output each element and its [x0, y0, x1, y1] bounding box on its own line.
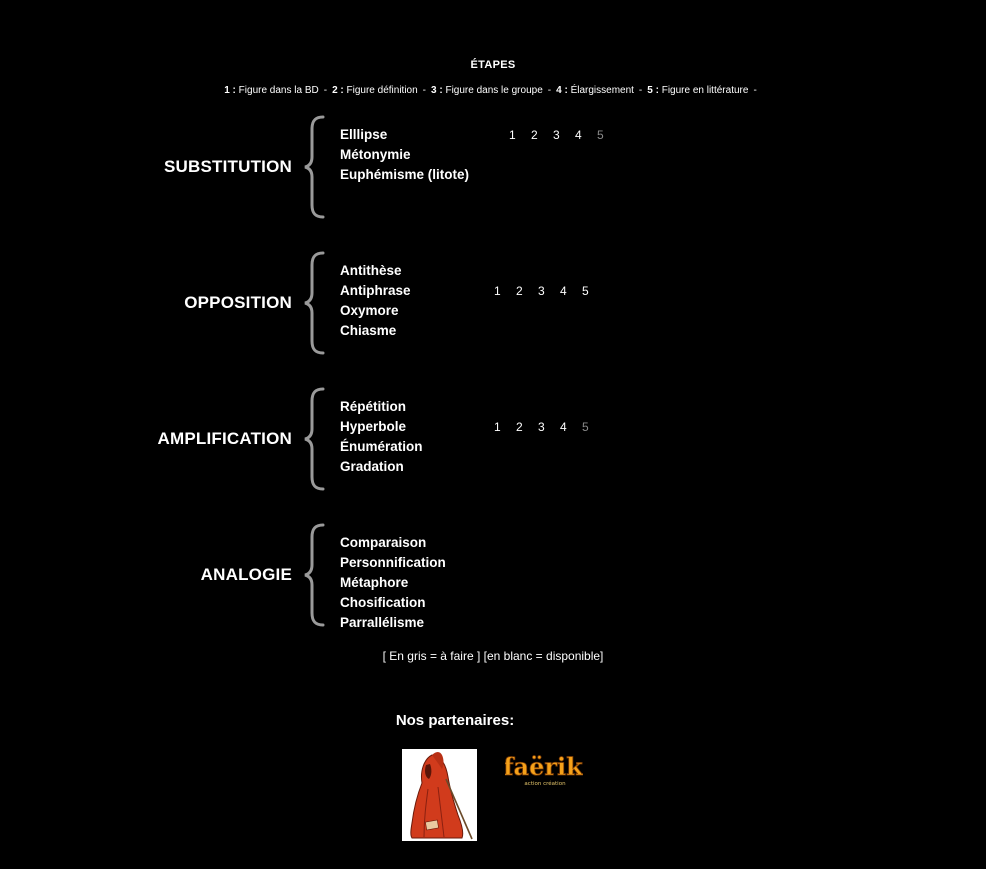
legend-separator: - — [547, 85, 552, 96]
figure-item[interactable]: Parrallélisme — [340, 615, 425, 630]
step-link-2[interactable]: 2 — [516, 420, 523, 434]
figure-item[interactable]: Répétition — [340, 399, 406, 414]
figure-group-substitution — [0, 115, 986, 221]
legend-separator: - — [323, 85, 328, 96]
step-links — [494, 284, 604, 298]
group-title[interactable]: OPPOSITION — [184, 293, 292, 312]
group-title[interactable]: AMPLIFICATION — [157, 429, 292, 448]
legend-step-number: 3 : — [431, 85, 443, 96]
figure-item[interactable]: Comparaison — [340, 535, 427, 550]
step-link-5: 5 — [597, 128, 604, 142]
figure-item[interactable]: Oxymore — [340, 303, 399, 318]
legend-step-number: 1 : — [224, 85, 236, 96]
group-title[interactable]: ANALOGIE — [200, 565, 292, 584]
legend-step-number: 2 : — [332, 85, 344, 96]
figure-group-amplification — [0, 387, 986, 493]
step-link-2[interactable]: 2 — [516, 284, 523, 298]
etapes-legend — [0, 85, 986, 96]
figure-item[interactable]: Gradation — [340, 459, 404, 474]
legend-separator: - — [422, 85, 427, 96]
group-title[interactable]: SUBSTITUTION — [163, 157, 292, 176]
figure-item[interactable]: Euphémisme (litote) — [340, 167, 470, 182]
hooded-figure-icon — [402, 749, 477, 841]
step-link-1[interactable]: 1 — [509, 128, 516, 142]
legend-step-label: Figure dans le groupe — [445, 85, 543, 96]
step-link-5: 5 — [582, 420, 589, 434]
etapes-title: ÉTAPES — [470, 59, 516, 71]
step-link-4[interactable]: 4 — [560, 420, 567, 434]
figure-item[interactable]: Métaphore — [340, 575, 409, 590]
curly-brace-icon — [303, 387, 325, 491]
figure-item[interactable]: Métonymie — [340, 147, 411, 162]
legend-step-label: Élargissement — [570, 85, 634, 96]
status-note: [ En gris = à faire ] [en blanc = disponible] — [382, 649, 604, 663]
legend-step-label: Figure en littérature — [661, 85, 749, 96]
legend-separator: - — [753, 85, 757, 96]
figure-list — [340, 533, 446, 633]
step-link-1[interactable]: 1 — [494, 284, 501, 298]
curly-brace-icon — [303, 251, 325, 355]
figure-item[interactable]: Chiasme — [340, 323, 397, 338]
step-link-3[interactable]: 3 — [553, 128, 560, 142]
figure-group-analogie — [0, 523, 986, 629]
step-link-1[interactable]: 1 — [494, 420, 501, 434]
step-links — [509, 128, 619, 142]
figure-item[interactable]: Hyperbole — [340, 419, 407, 434]
curly-brace-icon — [303, 523, 325, 627]
figure-list — [340, 397, 423, 477]
legend-step-number: 4 : — [556, 85, 568, 96]
figure-item[interactable]: Personnification — [340, 555, 446, 570]
figure-item[interactable]: Antiphrase — [340, 283, 411, 298]
curly-brace-icon — [303, 115, 325, 219]
step-link-3[interactable]: 3 — [538, 284, 545, 298]
step-link-4[interactable]: 4 — [575, 128, 582, 142]
partners-title: Nos partenaires: — [395, 712, 515, 729]
figure-item[interactable]: Chosification — [340, 595, 426, 610]
legend-separator: - — [638, 85, 643, 96]
figure-item[interactable]: Antithèse — [340, 263, 402, 278]
step-link-4[interactable]: 4 — [560, 284, 567, 298]
step-link-3[interactable]: 3 — [538, 420, 545, 434]
partner-logo-hooded-figure[interactable] — [402, 749, 477, 841]
figure-list — [340, 261, 411, 341]
legend-step-number: 5 : — [647, 85, 659, 96]
figure-group-opposition — [0, 251, 986, 357]
partner-logo-faerik[interactable] — [505, 748, 583, 790]
figure-list — [340, 125, 469, 185]
legend-step-label: Figure dans la BD — [238, 85, 319, 96]
figure-item[interactable]: Elllipse — [340, 127, 388, 142]
step-link-2[interactable]: 2 — [531, 128, 538, 142]
step-link-5[interactable]: 5 — [582, 284, 589, 298]
legend-step-label: Figure définition — [346, 85, 418, 96]
faerik-logo-icon — [505, 748, 583, 790]
figure-item[interactable]: Énumération — [340, 439, 423, 454]
faerik-logo-text: faërik — [505, 752, 583, 781]
step-links — [494, 420, 604, 434]
faerik-logo-subtitle: action création — [524, 781, 566, 787]
